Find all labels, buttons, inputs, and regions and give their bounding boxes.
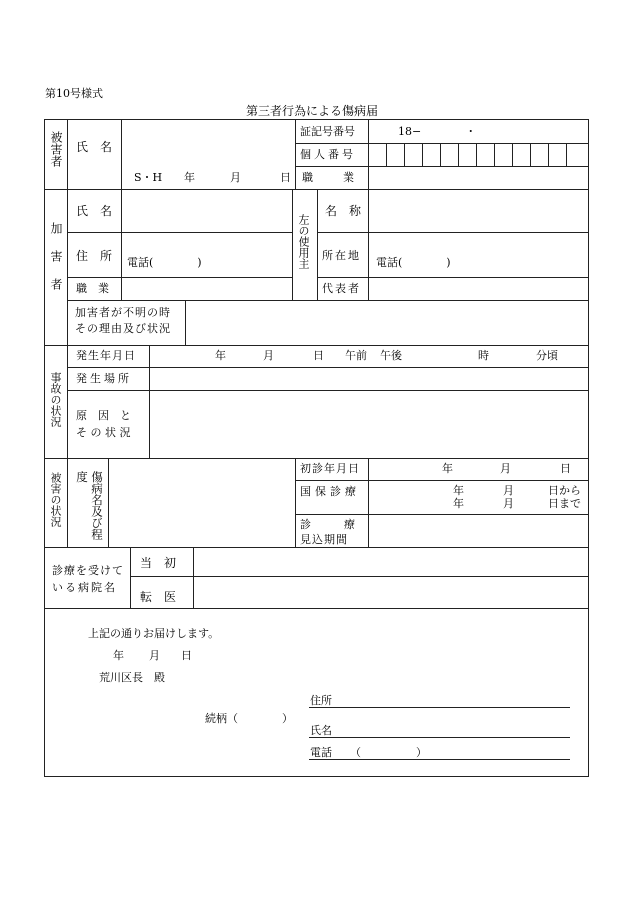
nhi-label: 国保診療 (300, 485, 360, 498)
victim-name-label: 氏 名 (76, 140, 113, 154)
employer-name-label: 名 称 (325, 204, 362, 218)
perpetrator-address-label: 住 所 (76, 249, 113, 263)
footer-day-unit: 日 (181, 649, 192, 662)
accident-date-label: 発生年月日 (76, 349, 136, 362)
victim-occupation-label: 職業 (302, 171, 384, 184)
employer-location-label: 所在地 (322, 249, 361, 262)
footer-relationship[interactable]: 続柄（ ） (205, 712, 293, 725)
perpetrator-phone[interactable]: 電話( ) (127, 256, 202, 269)
footer-addressee: 荒川区長 殿 (99, 671, 165, 684)
hospital-label-1: 診療を受けて (52, 564, 124, 577)
accident-section-label: 事故の状況 (49, 372, 62, 427)
hospital-label-2: いる病院名 (52, 581, 117, 594)
nhi-until-year-unit: 年 (453, 497, 464, 510)
nhi-until: 日まで (548, 497, 581, 510)
victim-birth-year-unit: 年 (184, 171, 195, 184)
nhi-from-year-unit: 年 (453, 484, 464, 497)
injury-name-label-box (74, 471, 104, 541)
nhi-from-month-unit: 月 (503, 484, 514, 497)
footer-address-label: 住所 (310, 694, 332, 707)
accident-day-unit: 日 (313, 349, 324, 362)
nhi-until-month-unit: 月 (503, 497, 514, 510)
form-title: 第三者行為による傷病届 (246, 104, 379, 118)
nhi-from: 日から (548, 484, 581, 497)
perpetrator-unknown-label-2: その理由及び状況 (75, 322, 171, 335)
accident-year-unit: 年 (215, 349, 226, 362)
accident-minute-unit: 分頃 (536, 349, 558, 362)
expected-period-label-2: 見込期間 (300, 533, 348, 546)
injury-section-label: 被害の状況 (49, 472, 62, 527)
injury-name-label: 傷病名及び程度 (75, 471, 104, 540)
perpetrator-section-label: 加害者 (49, 222, 63, 306)
footer-phone-parens[interactable]: （ ） (350, 746, 427, 759)
footer-statement: 上記の通りお届けします。 (88, 627, 220, 640)
victim-birth-month-unit: 月 (230, 171, 241, 184)
hospital-initial-label: 当 初 (140, 556, 177, 570)
accident-month-unit: 月 (263, 349, 274, 362)
accident-place-label: 発生場所 (76, 372, 132, 385)
footer-year-unit: 年 (113, 649, 124, 662)
insurance-number-label: 証記号番号 (300, 125, 355, 138)
accident-pm[interactable]: 午後 (380, 349, 402, 362)
employer-phone[interactable]: 電話( ) (376, 256, 451, 269)
accident-cause-label-1: 原 因 と (76, 409, 131, 422)
footer-month-unit: 月 (149, 649, 160, 662)
perpetrator-unknown-label-1: 加害者が不明の時 (75, 306, 171, 319)
footer-phone-label: 電話 (310, 746, 332, 759)
victim-birth-day-unit: 日 (280, 171, 291, 184)
first-visit-year-unit: 年 (442, 462, 453, 475)
first-visit-month-unit: 月 (500, 462, 511, 475)
insurance-number-value[interactable]: 18− ・ (398, 125, 477, 138)
accident-hour-unit: 時 (478, 349, 489, 362)
expected-period-label-1: 診 療 (300, 518, 355, 531)
form-number: 第10号様式 (45, 87, 103, 100)
accident-am[interactable]: 午前 (345, 349, 367, 362)
employer-section-label: 左の使用主 (297, 214, 310, 269)
accident-cause-label-2: そ の 状 況 (76, 426, 131, 439)
victim-birth-era: S・H (134, 171, 163, 184)
employer-representative-label: 代表者 (322, 282, 361, 295)
footer-name-label: 氏名 (310, 724, 332, 737)
first-visit-label: 初診年月日 (300, 462, 360, 475)
personal-number-label: 個人番号 (300, 148, 356, 161)
perpetrator-occupation-label: 職 業 (76, 282, 109, 295)
hospital-transfer-label: 転 医 (140, 590, 177, 604)
victim-section-label: 被害者 (49, 131, 63, 167)
perpetrator-name-label: 氏 名 (76, 204, 113, 218)
first-visit-day-unit: 日 (560, 462, 571, 475)
